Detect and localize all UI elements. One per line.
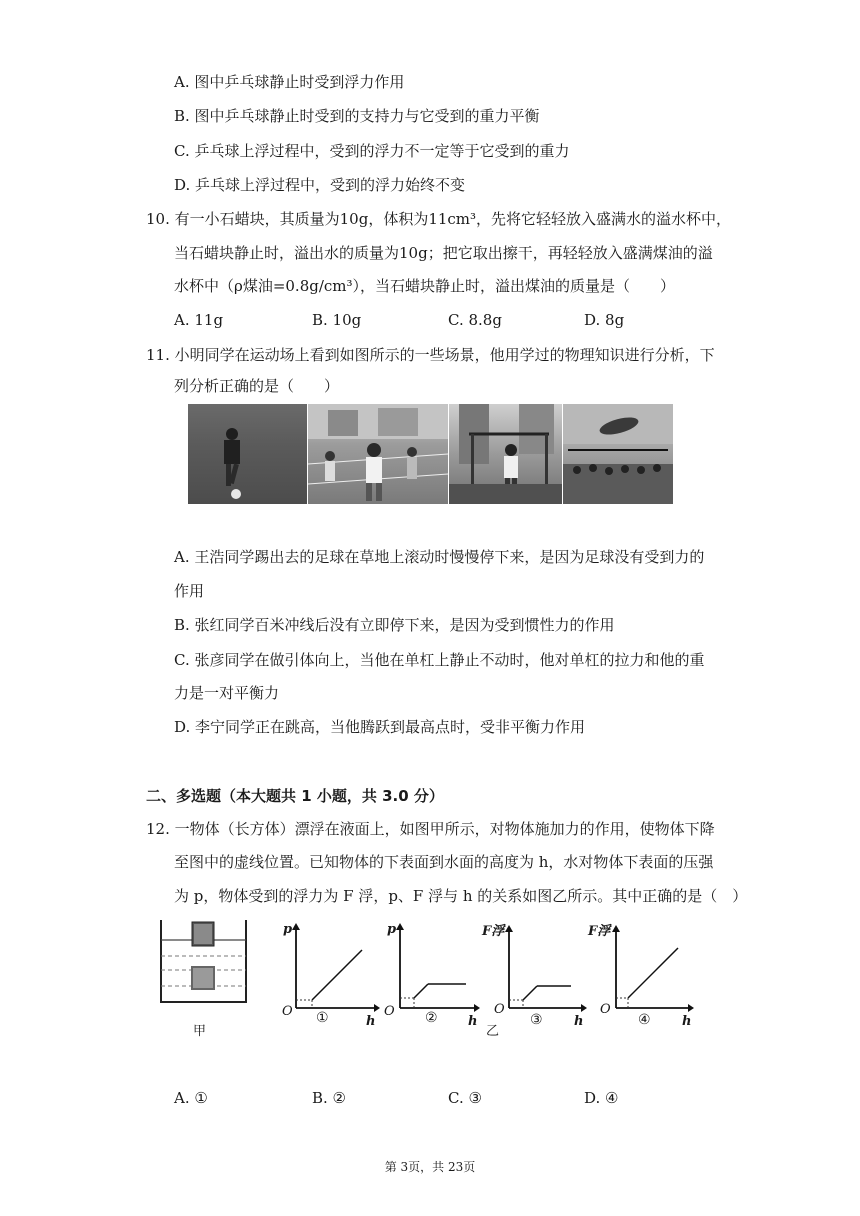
q11-option-a-line1: A. 王浩同学踢出去的足球在草地上滚动时慢慢停下来，是因为足球没有受到力的 bbox=[174, 548, 705, 566]
q12-stem-line3: 为 p，物体受到的浮力为 F 浮，p、F 浮与 h 的关系如图乙所示。其中正确的是（ ） bbox=[174, 887, 748, 905]
graph-4-origin: O bbox=[600, 1002, 611, 1017]
q10-stem-line3: 水杯中（ρ煤油=0.8g/cm³），当石蜡块静止时，溢出煤油的质量是（ ） bbox=[174, 277, 676, 295]
photo-soccer bbox=[188, 404, 307, 504]
q10-stem-line2: 当石蜡块静止时，溢出水的质量为10g；把它取出擦干，再轻轻放入盛满煤油的溢 bbox=[174, 244, 713, 262]
photo-pullup bbox=[449, 404, 562, 504]
graph-1-number: ① bbox=[316, 1010, 329, 1026]
photo-sprint bbox=[308, 404, 448, 504]
q12-stem-line2: 至图中的虚线位置。已知物体的下表面到水面的高度为 h，水对物体下表面的压强 bbox=[174, 853, 714, 871]
graph-4-ylabel: F浮 bbox=[588, 924, 611, 939]
photo-highjump bbox=[563, 404, 673, 504]
q9-option-b: B. 图中乒乓球静止时受到的支持力与它受到的重力平衡 bbox=[174, 107, 540, 125]
q12-option-d: D. ④ bbox=[584, 1089, 619, 1107]
graph-2-number: ② bbox=[425, 1010, 438, 1026]
section-heading-multiple-choice: 二、多选题（本大题共 1 小题，共 3.0 分） bbox=[146, 787, 444, 805]
figure-yi-label: 乙 bbox=[486, 1024, 500, 1039]
graph-4-xlabel: h bbox=[682, 1014, 692, 1029]
graph-4-number: ④ bbox=[638, 1012, 651, 1028]
q10-option-b: B. 10g bbox=[312, 311, 362, 329]
graph-1-ylabel: p bbox=[283, 922, 293, 937]
q11-stem-line2: 列分析正确的是（ ） bbox=[174, 377, 340, 395]
soccer-player-image bbox=[188, 404, 307, 504]
q10-option-c: C. 8.8g bbox=[448, 311, 502, 329]
q9-option-a: A. 图中乒乓球静止时受到浮力作用 bbox=[174, 73, 405, 91]
graph-3-number: ③ bbox=[530, 1012, 543, 1028]
graph-2-ylabel: p bbox=[387, 922, 397, 937]
q11-option-a-line2: 作用 bbox=[174, 582, 205, 600]
q11-option-b: B. 张红同学百米冲线后没有立即停下来，是因为受到惯性力的作用 bbox=[174, 616, 615, 634]
q12-stem-line1: 12. 一物体（长方体）漂浮在液面上，如图甲所示，对物体施加力的作用，使物体下降 bbox=[146, 820, 715, 838]
q11-option-c-line2: 力是一对平衡力 bbox=[174, 684, 280, 702]
pullup-image bbox=[449, 404, 562, 504]
figure-jia-label: 甲 bbox=[193, 1024, 207, 1039]
q10-option-d: D. 8g bbox=[584, 311, 625, 329]
q10-option-a: A. 11g bbox=[174, 311, 224, 329]
graph-1-origin: O bbox=[282, 1004, 293, 1019]
graph-1 bbox=[280, 920, 380, 1030]
graph-1-xlabel: h bbox=[366, 1014, 376, 1029]
page-footer: 第 3页，共 23页 bbox=[384, 1160, 476, 1174]
q12-option-b: B. ② bbox=[312, 1089, 347, 1107]
q12-option-c: C. ③ bbox=[448, 1089, 482, 1107]
highjump-image bbox=[563, 404, 673, 504]
graph-3-ylabel: F浮 bbox=[482, 924, 505, 939]
q11-stem-line1: 11. 小明同学在运动场上看到如图所示的一些场景，他用学过的物理知识进行分析，下 bbox=[146, 346, 715, 364]
container-diagram bbox=[158, 916, 250, 1038]
q9-option-d: D. 乒乓球上浮过程中，受到的浮力始终不变 bbox=[174, 176, 466, 194]
graph-3-origin: O bbox=[494, 1002, 505, 1017]
sprint-image bbox=[308, 404, 448, 504]
q9-option-c: C. 乒乓球上浮过程中，受到的浮力不一定等于它受到的重力 bbox=[174, 142, 570, 160]
graph-3-xlabel: h bbox=[574, 1014, 584, 1029]
graph-2-origin: O bbox=[384, 1004, 395, 1019]
q12-option-a: A. ① bbox=[174, 1089, 208, 1107]
q11-option-c-line1: C. 张彦同学在做引体向上，当他在单杠上静止不动时，他对单杠的拉力和他的重 bbox=[174, 651, 705, 669]
graph-2-xlabel: h bbox=[468, 1014, 478, 1029]
q10-stem-line1: 10. 有一小石蜡块，其质量为10g，体积为11cm³，先将它轻轻放入盛满水的溢水杯中， bbox=[146, 210, 732, 228]
q11-option-d: D. 李宁同学正在跳高，当他腾跃到最高点时，受非平衡力作用 bbox=[174, 718, 586, 736]
